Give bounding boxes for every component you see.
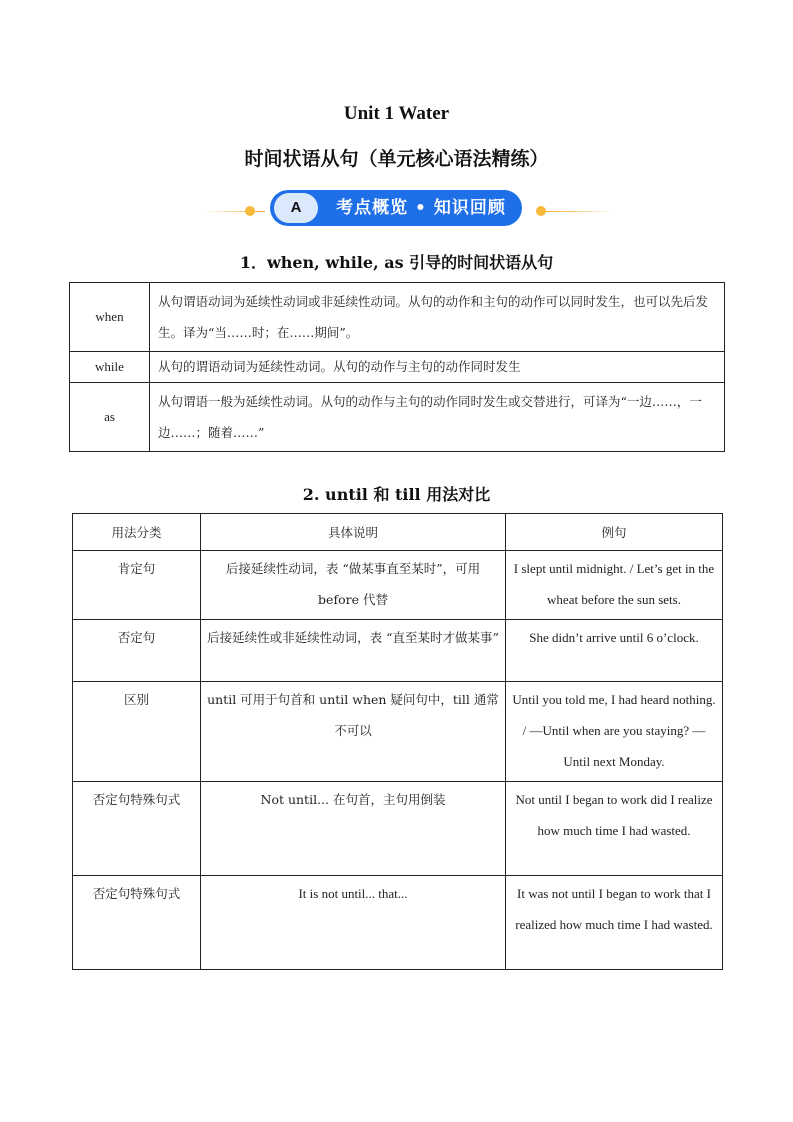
page-subtitle: 时间状语从句（单元核心语法精练） <box>244 148 549 170</box>
explanation-cell: 后接延续性或非延续性动词，表 “直至某时才做某事” <box>201 620 506 682</box>
keyword-cell: when <box>70 283 150 352</box>
table-row <box>73 876 723 970</box>
column-header: 具体说明 <box>201 514 506 551</box>
table-row <box>73 620 723 682</box>
column-header: 用法分类 <box>73 514 201 551</box>
explanation-cell: until 可用于句首和 until when 疑问句中，till 通常不可以 <box>201 682 506 782</box>
description-cell: 从句谓语一般为延续性动词。从句的动作与主句的动作同时发生或交替进行，可译为“一边……，一边……；随着……” <box>150 383 725 452</box>
example-cell: Not until I began to work did I realize how much time I had wasted. <box>506 782 723 876</box>
explanation-cell: It is not until... that... <box>201 876 506 970</box>
description-cell: 从句的谓语动词为延续性动词。从句的动作与主句的动作同时发生 <box>150 352 725 383</box>
banner-left-dot <box>245 206 255 216</box>
banner-letter: A <box>274 193 318 223</box>
example-cell: She didn’t arrive until 6 o’clock. <box>506 620 723 682</box>
table-row <box>70 283 725 352</box>
table-row <box>70 383 725 452</box>
example-cell: I slept until midnight. / Let’s get in the wheat before the sun sets. <box>506 551 723 620</box>
table-row <box>70 352 725 383</box>
table-row <box>73 682 723 782</box>
keyword-cell: while <box>70 352 150 383</box>
table-header-row <box>73 514 723 551</box>
category-cell: 否定句 <box>73 620 201 682</box>
conjunction-table <box>69 282 725 452</box>
column-header: 例句 <box>506 514 723 551</box>
table-row <box>73 782 723 876</box>
section2-title: 2. until 和 till 用法对比 <box>302 485 491 504</box>
banner-left-line <box>205 211 265 212</box>
section1-title: 1．when, while, as 引导的时间状语从句 <box>239 253 554 272</box>
category-cell: 否定句特殊句式 <box>73 876 201 970</box>
example-cell: It was not until I began to work that I realized how much time I had wasted. <box>506 876 723 970</box>
category-cell: 区别 <box>73 682 201 782</box>
category-cell: 肯定句 <box>73 551 201 620</box>
table-row <box>73 551 723 620</box>
example-cell: Until you told me, I had heard nothing. / —Until when are you staying? —Until next Monday. <box>506 682 723 782</box>
banner-text: 考点概览 • 知识回顾 <box>336 198 506 218</box>
category-cell: 否定句特殊句式 <box>73 782 201 876</box>
explanation-cell: 后接延续性动词，表 “做某事直至某时”，可用 before 代替 <box>201 551 506 620</box>
description-cell: 从句谓语动词为延续性动词或非延续性动词。从句的动作和主句的动作可以同时发生，也可以先后发生。译为“当……时；在……期间”。 <box>150 283 725 352</box>
until-till-table <box>72 513 723 970</box>
banner-right-line <box>545 211 615 212</box>
explanation-cell: Not until... 在句首，主句用倒装 <box>201 782 506 876</box>
unit-title: Unit 1 Water <box>343 103 450 124</box>
keyword-cell: as <box>70 383 150 452</box>
section-banner <box>270 190 522 226</box>
